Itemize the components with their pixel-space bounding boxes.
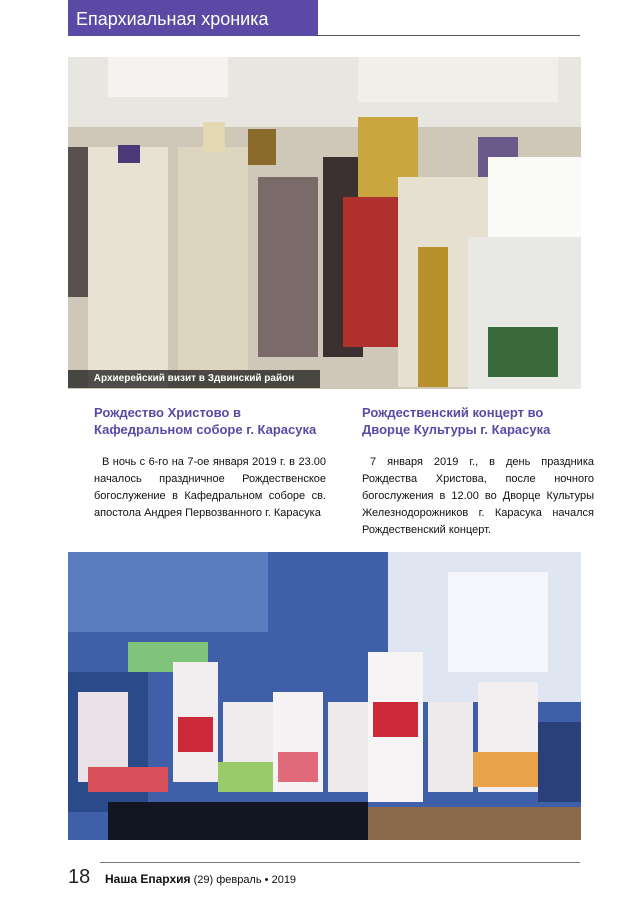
footer-rule	[100, 862, 580, 863]
article-title: Рождественский концерт во Дворце Культуры г. Карасука	[362, 405, 551, 437]
church-service-photo	[68, 57, 581, 389]
magazine-name: Наша Епархия	[105, 872, 191, 886]
issue-number: (29)	[193, 874, 214, 886]
page-number: 18	[68, 866, 91, 888]
section-title: Епархиальная хроника	[76, 9, 269, 29]
article-body: В ночь с 6-го на 7-ое января 2019 г. в 23.00 началось праздничное Рождественское богослужение в Кафедральном соборе св. апостола Андрея Первозванного г. Карасука	[94, 456, 326, 519]
article-christmas-cathedral	[94, 404, 326, 522]
photo-caption-text: Архиерейский визит в Здвинский район	[93, 373, 295, 384]
footer-bullet: •	[264, 874, 269, 886]
article-body: 7 января 2019 г., в день праздника Рождества Христова, после ночного богослужения в 12.00 во Дворце Культуры Железнодорожников г. Карасука начался Рождественский концерт.	[362, 456, 594, 536]
footer-info	[105, 872, 296, 886]
article-christmas-concert	[362, 404, 594, 539]
issue-month: февраль	[216, 874, 262, 886]
header-rule	[318, 35, 580, 36]
article-title: Рождество Христово в Кафедральном соборе г. Карасука	[94, 405, 317, 437]
section-header	[68, 0, 318, 36]
issue-year: 2019	[271, 874, 297, 886]
photo-caption	[68, 370, 320, 388]
concert-photo	[68, 552, 581, 840]
